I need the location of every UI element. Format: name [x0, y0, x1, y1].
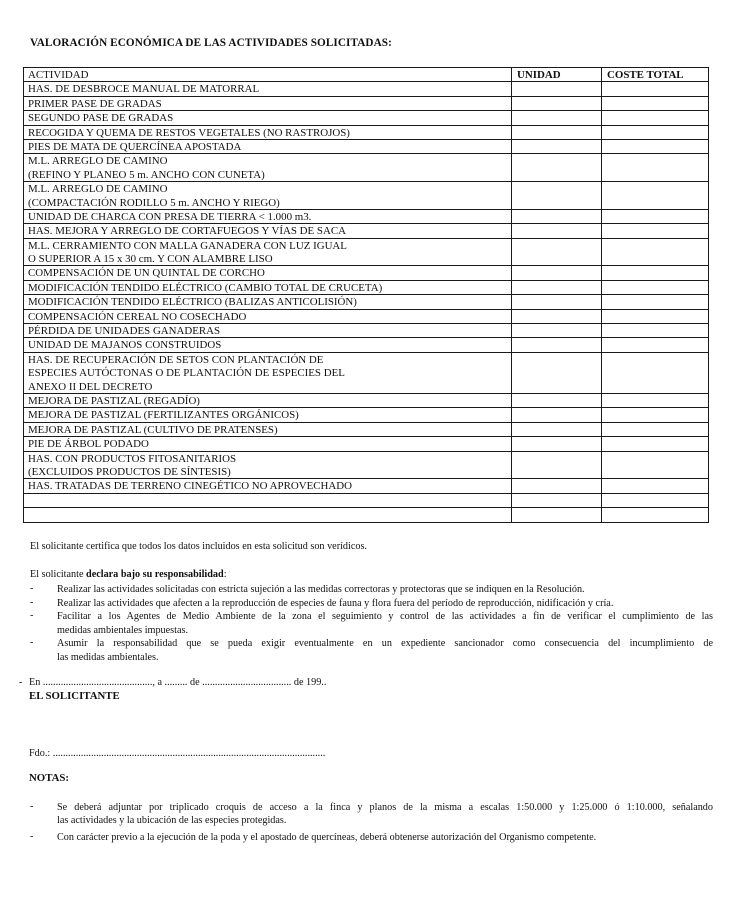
activity-line: HAS. CON PRODUCTOS FITOSANITARIOS [28, 452, 237, 465]
table-row [24, 111, 709, 125]
activity-line: M.L. ARREGLO DE CAMINO [28, 155, 168, 168]
total-cost-cell [602, 224, 709, 238]
activity-line: COMPENSACIÓN DE UN QUINTAL DE CORCHO [28, 267, 265, 280]
header-total-cost-label: COSTE TOTAL [607, 69, 684, 81]
total-cost-cell [602, 111, 709, 125]
page-title: VALORACIÓN ECONÓMICA DE LAS ACTIVIDADES SOLICITADAS: [30, 37, 392, 49]
activity-line: M.L. ARREGLO DE CAMINO [28, 183, 168, 196]
empty-table-row [24, 508, 709, 522]
table-row [24, 125, 709, 139]
activity-line: UNIDAD DE MAJANOS CONSTRUIDOS [28, 339, 222, 352]
declaration-heading [30, 569, 227, 580]
activity-cell [24, 82, 512, 96]
unit-cell [512, 422, 602, 436]
unit-cell [512, 111, 602, 125]
declaration-list [30, 583, 713, 665]
activity-cell [24, 338, 512, 352]
unit-cell [512, 125, 602, 139]
activity-line: PIE DE ÁRBOL PODADO [28, 438, 149, 451]
header-activity-label: ACTIVIDAD [28, 69, 89, 81]
total-cost-cell [602, 451, 709, 479]
list-item-line: las medidas ambientales. [57, 651, 159, 663]
total-cost-cell [602, 422, 709, 436]
unit-cell [512, 508, 602, 522]
empty-table-row [24, 493, 709, 507]
activity-cell [24, 125, 512, 139]
table-row [24, 451, 709, 479]
list-item [30, 831, 713, 844]
table-row [24, 408, 709, 422]
total-cost-cell [602, 393, 709, 407]
activity-line: MEJORA DE PASTIZAL (FERTILIZANTES ORGÁNICOS) [28, 409, 299, 422]
table-row [24, 96, 709, 110]
list-item-line: Facilitar a los Agentes de Medio Ambiente de la zona el seguimiento y control de las actividades a fin de verificar el cumplimiento de las [57, 611, 713, 623]
total-cost-cell [602, 479, 709, 493]
activities-table-body [24, 82, 709, 522]
total-cost-cell [602, 508, 709, 522]
signer-label: EL SOLICITANTE [29, 690, 120, 702]
total-cost-cell [602, 324, 709, 338]
total-cost-cell [602, 139, 709, 153]
unit-cell [512, 266, 602, 280]
notes-list [30, 801, 713, 844]
header-activity [24, 68, 512, 82]
total-cost-cell [602, 82, 709, 96]
header-unit [512, 68, 602, 82]
unit-cell [512, 324, 602, 338]
activity-cell [24, 266, 512, 280]
unit-cell [512, 224, 602, 238]
unit-cell [512, 309, 602, 323]
activity-cell [24, 324, 512, 338]
activity-line: PRIMER PASE DE GRADAS [28, 97, 162, 110]
activities-valuation-table [23, 67, 709, 523]
list-item [30, 597, 713, 611]
activity-line: MEJORA DE PASTIZAL (CULTIVO DE PRATENSES) [28, 423, 278, 436]
total-cost-cell [602, 209, 709, 223]
activity-cell [24, 437, 512, 451]
list-item-line: medidas ambientales impuestas. [57, 624, 188, 636]
total-cost-cell [602, 238, 709, 266]
unit-cell [512, 352, 602, 393]
unit-cell [512, 295, 602, 309]
activity-cell [24, 224, 512, 238]
bullet-dash: - [30, 637, 34, 649]
total-cost-cell [602, 338, 709, 352]
unit-cell [512, 393, 602, 407]
activity-line: HAS. MEJORA Y ARREGLO DE CORTAFUEGOS Y VÍAS DE SACA [28, 225, 346, 238]
table-row [24, 139, 709, 153]
date-line-marker: - [19, 677, 23, 688]
unit-cell [512, 479, 602, 493]
list-item-line: Se deberá adjuntar por triplicado croquis de acceso a la finca y planos de la misma a escalas 1:50.000 y 1:25.000 ó 1:10.000, señalando [57, 802, 713, 813]
unit-cell [512, 82, 602, 96]
activity-line: SEGUNDO PASE DE GRADAS [28, 112, 174, 125]
table-row [24, 266, 709, 280]
activity-cell [24, 451, 512, 479]
unit-cell [512, 139, 602, 153]
blank-line [28, 494, 511, 507]
declaration-emphasis: declara bajo su responsabilidad [86, 569, 224, 580]
table-row [24, 224, 709, 238]
table-row [24, 182, 709, 210]
bullet-dash: - [30, 801, 34, 812]
activity-line: PIES DE MATA DE QUERCÍNEA APOSTADA [28, 140, 242, 153]
list-item [30, 583, 713, 597]
activity-line: RECOGIDA Y QUEMA DE RESTOS VEGETALES (NO RASTROJOS) [28, 126, 350, 139]
unit-cell [512, 209, 602, 223]
unit-cell [512, 437, 602, 451]
activity-cell [24, 139, 512, 153]
total-cost-cell [602, 309, 709, 323]
table-row [24, 280, 709, 294]
unit-cell [512, 182, 602, 210]
total-cost-cell [602, 266, 709, 280]
total-cost-cell [602, 182, 709, 210]
activity-line: UNIDAD DE CHARCA CON PRESA DE TIERRA < 1.000 m3. [28, 210, 312, 223]
list-item-line: Realizar las actividades solicitadas con estricta sujeción a las medidas correctoras y protectoras que se indiquen en la Resolución. [57, 584, 585, 595]
unit-cell [512, 96, 602, 110]
total-cost-cell [602, 154, 709, 182]
bullet-dash: - [30, 596, 34, 608]
activity-cell [24, 352, 512, 393]
table-row [24, 352, 709, 393]
activity-line: MODIFICACIÓN TENDIDO ELÉCTRICO (CAMBIO TOTAL DE CRUCETA) [28, 281, 383, 294]
total-cost-cell [602, 408, 709, 422]
list-item-line: Con carácter previo a la ejecución de la poda y el apostado de quercíneas, deberá obtenerse autorización del Organismo competente. [57, 831, 597, 843]
table-row [24, 209, 709, 223]
table-row [24, 437, 709, 451]
activity-cell [24, 111, 512, 125]
activity-cell [24, 408, 512, 422]
activity-cell [24, 238, 512, 266]
declaration-prefix: El solicitante [30, 569, 87, 580]
header-total-cost [602, 68, 709, 82]
table-row [24, 154, 709, 182]
signature-line: Fdo.: ........................................................................................................... [29, 748, 326, 759]
activity-cell [24, 295, 512, 309]
table-row [24, 393, 709, 407]
notes-title: NOTAS: [29, 772, 69, 784]
activity-cell [24, 96, 512, 110]
activity-cell [24, 508, 512, 522]
table-row [24, 324, 709, 338]
bullet-dash: - [30, 583, 34, 594]
total-cost-cell [602, 280, 709, 294]
total-cost-cell [602, 295, 709, 309]
table-row [24, 338, 709, 352]
table-row [24, 295, 709, 309]
list-item [30, 610, 713, 637]
blank-line [28, 508, 511, 521]
unit-cell [512, 338, 602, 352]
unit-cell [512, 280, 602, 294]
list-item-line: Realizar las actividades que afecten a la reproducción de especies de fauna y flora fuera del período de reproducción, nidificación y cría. [57, 597, 614, 609]
activity-line: COMPENSACIÓN CEREAL NO COSECHADO [28, 310, 247, 323]
total-cost-cell [602, 96, 709, 110]
activity-line: PÉRDIDA DE UNIDADES GANADERAS [28, 325, 221, 338]
activity-cell [24, 182, 512, 210]
table-header-row [24, 68, 709, 82]
activity-line: MODIFICACIÓN TENDIDO ELÉCTRICO (BALIZAS ANTICOLISIÓN) [28, 296, 357, 309]
unit-cell [512, 238, 602, 266]
table-row [24, 82, 709, 96]
activity-line: MEJORA DE PASTIZAL (REGADÍO) [28, 394, 200, 407]
list-item-line: Asumir la responsabilidad que se pueda exigir eventualmente en un expediente sancionador como consecuencia del incumplimiento de [57, 638, 713, 650]
activity-cell [24, 280, 512, 294]
unit-cell [512, 408, 602, 422]
activity-line: HAS. TRATADAS DE TERRENO CINEGÉTICO NO APROVECHADO [28, 480, 352, 493]
unit-cell [512, 493, 602, 507]
unit-cell [512, 451, 602, 479]
activity-line: HAS. DE DESBROCE MANUAL DE MATORRAL [28, 83, 260, 96]
unit-cell [512, 154, 602, 182]
activity-line: (COMPACTACIÓN RODILLO 5 m. ANCHO Y RIEGO) [28, 196, 280, 209]
activity-line: (EXCLUIDOS PRODUCTOS DE SÍNTESIS) [28, 465, 231, 478]
activity-line: M.L. CERRAMIENTO CON MALLA GANADERA CON LUZ IGUAL [28, 239, 347, 252]
activity-cell [24, 479, 512, 493]
list-item [30, 801, 713, 827]
activity-cell [24, 393, 512, 407]
place-date-line: En ..........................................., a ......... de ................................... de 199.. [29, 677, 327, 688]
table-row [24, 309, 709, 323]
declaration-suffix: : [223, 569, 227, 580]
table-row [24, 479, 709, 493]
header-unit-label: UNIDAD [517, 69, 561, 81]
total-cost-cell [602, 493, 709, 507]
table-row [24, 422, 709, 436]
total-cost-cell [602, 437, 709, 451]
activity-cell [24, 154, 512, 182]
activity-cell [24, 209, 512, 223]
activity-cell [24, 493, 512, 507]
list-item-line: las actividades y la ubicación de las especies protegidas. [57, 815, 287, 827]
total-cost-cell [602, 352, 709, 393]
list-item [30, 637, 713, 664]
table-row [24, 238, 709, 266]
activity-line: (REFINO Y PLANEO 5 m. ANCHO CON CUNETA) [28, 168, 265, 181]
activity-line: ANEXO II DEL DECRETO [28, 380, 153, 393]
bullet-dash: - [30, 830, 34, 842]
bullet-dash: - [30, 610, 34, 622]
activity-line: HAS. DE RECUPERACIÓN DE SETOS CON PLANTACIÓN DE [28, 353, 324, 366]
activity-cell [24, 422, 512, 436]
activity-cell [24, 309, 512, 323]
activity-line: ESPECIES AUTÓCTONAS O DE PLANTACIÓN DE ESPECIES DEL [28, 367, 345, 380]
total-cost-cell [602, 125, 709, 139]
certification-statement: El solicitante certifica que todos los datos incluidos en esta solicitud son verídicos. [30, 541, 367, 552]
activity-line: O SUPERIOR A 15 x 30 cm. Y CON ALAMBRE LISO [28, 253, 273, 266]
